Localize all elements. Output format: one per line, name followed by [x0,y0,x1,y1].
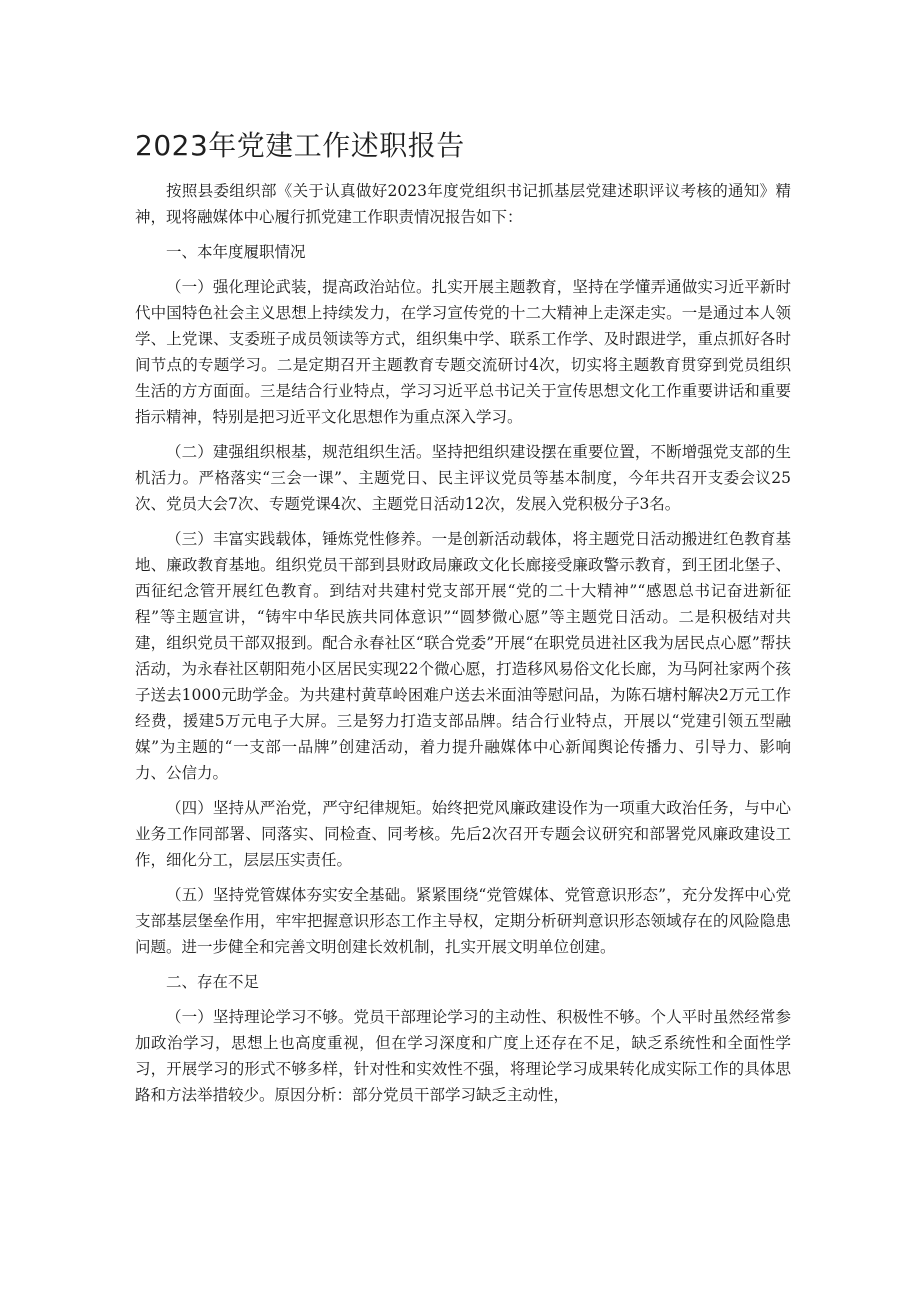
document-title: 2023年党建工作述职报告 [135,129,465,162]
intro-paragraph: 按照县委组织部《关于认真做好2023年度党组织书记抓基层党建述职评议考核的通知》精神，现将融媒体中心履行抓党建工作职责情况报告如下： [135,182,791,226]
document-body [135,178,791,1117]
paragraph-discipline: （四）坚持从严治党，严守纪律规矩。始终把党风廉政建设作为一项重大政治任务，与中心业务工作同部署、同落实、同检查、同考核。先后2次召开专题会议研究和部署党风廉政建设工作，细化分工，层层压实责任。 [135,799,791,869]
paragraph-media-security: （五）坚持党管媒体夯实安全基础。紧紧围绕“党管媒体、党管意识形态”，充分发挥中心党支部基层堡垒作用，牢牢把握意识形态工作主导权，定期分析研判意识形态领域存在的风险隐患问题。进一步健全和完善文明创建长效机制，扎实开展文明单位创建。 [135,886,791,956]
paragraph-study-insufficient: （一）坚持理论学习不够。党员干部理论学习的主动性、积极性不够。个人平时虽然经常参加政治学习，思想上也高度重视，但在学习深度和广度上还存在不足，缺乏系统性和全面性学习，开展学习的形式不够多样，针对性和实效性不强，将理论学习成果转化成实际工作的具体思路和方法举措较少。原因分析：部分党员干部学习缺乏主动性， [135,1008,791,1104]
paragraph-theory: （一）强化理论武装，提高政治站位。扎实开展主题教育，坚持在学懂弄通做实习近平新时代中国特色社会主义思想上持续发力，在学习宣传党的十二大精神上走深走实。一是通过本人领学、上党课、支委班子成员领读等方式，组织集中学、联系工作学、及时跟进学，重点抓好各时间节点的专题学习。二是定期召开主题教育专题交流研讨4次，切实将主题教育贯穿到党员组织生活的方方面面。三是结合行业特点，学习习近平总书记关于宣传思想文化工作重要讲话和重要指示精神，特别是把习近平文化思想作为重点深入学习。 [135,278,791,426]
paragraph-practice: （三）丰富实践载体，锤炼党性修养。一是创新活动载体，将主题党日活动搬进红色教育基地、廉政教育基地。组织党员干部到县财政局廉政文化长廊接受廉政警示教育，到王团北堡子、西征纪念管开展红色教育。到结对共建村党支部开展“党的二十大精神”“感恩总书记奋进新征程”等主题宣讲，“铸牢中华民族共同体意识”“圆梦微心愿”等主题党日活动。二是积极结对共建，组织党员干部双报到。配合永春社区“联合党委”开展“在职党员进社区我为居民点心愿”帮扶活动，为永春社区朝阳苑小区居民实现22个微心愿，打造移风易俗文化长廊，为马阿社家两个孩子送去1000元助学金。为共建村黄草岭困难户送去米面油等慰问品，为陈石塘村解决2万元工作经费，援建5万元电子大屏。三是努力打造支部品牌。结合行业特点，开展以“党建引领五型融媒”为主题的“一支部一品牌”创建活动，着力提升融媒体中心新闻舆论传播力、引导力、影响力、公信力。 [135,530,791,782]
section-heading-shortcomings: 二、存在不足 [166,973,260,991]
paragraph-organization: （二）建强组织根基，规范组织生活。坚持把组织建设摆在重要位置，不断增强党支部的生机活力。严格落实“三会一课”、主题党日、民主评议党员等基本制度，今年共召开支委会议25次、党员大会7次、专题党课4次、主题党日活动12次，发展入党积极分子3名。 [135,443,791,513]
section-heading-performance: 一、本年度履职情况 [166,243,306,261]
